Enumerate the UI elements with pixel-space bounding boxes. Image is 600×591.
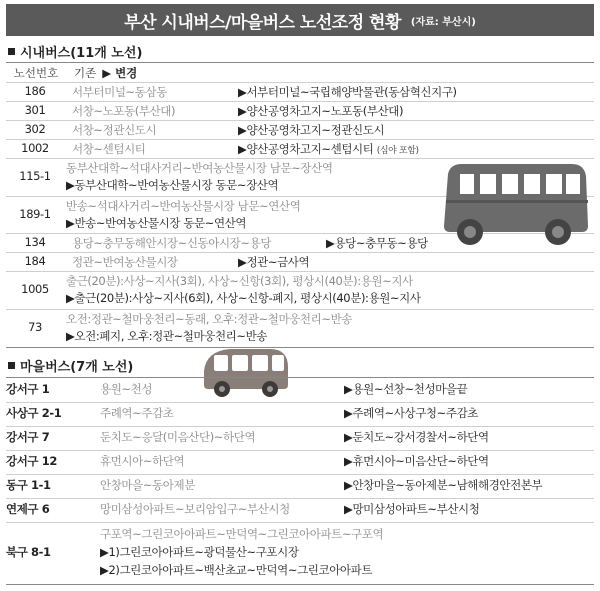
divider: [6, 498, 594, 499]
table-row: 1005 출근(20분):사상~지사(3회), 사상~신항(3회), 평상시(40분):용원~지사 ▶출근(20분):사상~지사(6회), 사상~신항-폐지, 평상시(40분):용원~지사: [21, 274, 421, 305]
column-header: [6, 63, 546, 82]
table-row: 115-1 동부산대학~석대사거리~반여농산물시장 남문~장산역 ▶동부산대학~반여농산물시장 동문~장산역: [19, 161, 333, 192]
divider: [6, 522, 594, 523]
page-title: 부산 시내버스/마을버스 노선조정 현황: [124, 12, 401, 33]
square-bullet-icon: [8, 362, 15, 369]
divider: [6, 584, 594, 585]
divider: [6, 158, 594, 159]
van-icon: [200, 345, 292, 401]
divider: [6, 347, 594, 348]
divider: [6, 426, 594, 427]
divider: [6, 271, 594, 272]
divider: [6, 120, 594, 121]
table-row: 73 오전:정관~철마웅천리~동래, 오후:정관~철마웅천리~반송 ▶오전:폐지, 오후:정관~철마웅천리~반송: [28, 312, 352, 343]
divider: [6, 309, 594, 310]
col-number: 노선번호: [13, 65, 59, 80]
col-old: 기존: [74, 65, 97, 80]
divider: [6, 450, 594, 451]
col-new: ▶ 변경: [102, 65, 138, 80]
table-row: 189-1 반송~석대사거리~반여농산물시장 남문~연산역 ▶반송~반여농산물시장 동문~연산역: [19, 199, 301, 230]
city-bus-heading: 시내버스(11개 노선): [8, 42, 142, 61]
village-bus-heading: 마을버스(7개 노선): [8, 356, 133, 375]
divider: [6, 474, 594, 475]
divider: [6, 82, 594, 83]
divider: [6, 377, 594, 378]
divider: [6, 252, 594, 253]
divider: [6, 101, 594, 102]
divider: [6, 402, 594, 403]
table-row: 북구 8-1 구포역~그린코아아파트~만덕역~그린코아아파트~구포역 ▶1)그린코아아파트~광덕물산~구포시장 ▶2)그린코아아파트~백산초교~만덕역~그린코아아파트: [6, 527, 384, 577]
square-bullet-icon: [8, 48, 15, 55]
divider: [6, 139, 594, 140]
source-note: (자료: 부산시): [410, 16, 476, 28]
bus-icon: [440, 160, 590, 248]
title-bar: [6, 4, 594, 36]
